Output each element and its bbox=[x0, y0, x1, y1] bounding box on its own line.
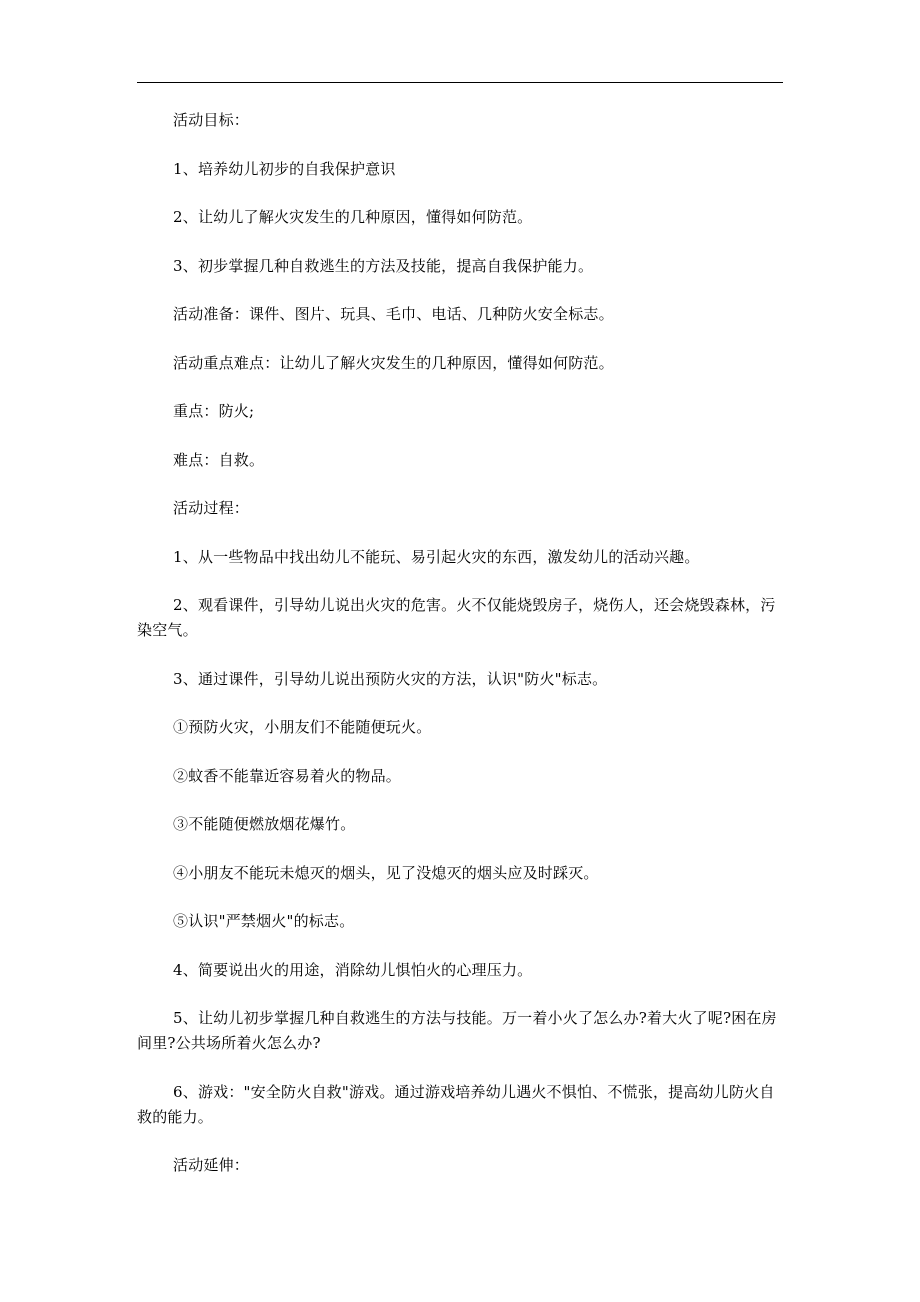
sub-item-2: ②蚊香不能靠近容易着火的物品。 bbox=[173, 766, 402, 785]
sub-item-1: ①预防火灾，小朋友们不能随便玩火。 bbox=[173, 718, 432, 736]
process-step-2: 2、观看课件，引导幼儿说出火灾的危害。火不仅能烧毁房子，烧伤人，还会烧毁森林，污染空气。 bbox=[137, 596, 776, 639]
heading-activity-extension: 活动延伸： bbox=[173, 1156, 250, 1174]
activity-key-points: 活动重点难点：让幼儿了解火灾发生的几种原因，懂得如何防范。 bbox=[173, 353, 614, 372]
process-step-3: 3、通过课件，引导幼儿说出预防火灾的方法，认识"防火"标志。 bbox=[173, 669, 608, 688]
sub-item-4: ④小朋友不能玩未熄灭的烟头，见了没熄灭的烟头应及时踩灭。 bbox=[173, 863, 599, 882]
sub-item-5: ⑤认识"严禁烟火"的标志。 bbox=[173, 912, 355, 930]
process-step-6: 6、游戏："安全防火自救"游戏。通过游戏培养幼儿遇火不惧怕、不慌张，提高幼儿防火自救的能力。 bbox=[137, 1082, 775, 1126]
sub-item-3: ③不能随便燃放烟花爆竹。 bbox=[173, 815, 356, 833]
goal-item-2: 2、让幼儿了解火灾发生的几种原因，懂得如何防范。 bbox=[173, 208, 533, 226]
process-step-1: 1、从一些物品中找出幼儿不能玩、易引起火灾的东西，激发幼儿的活动兴趣。 bbox=[173, 547, 700, 566]
heading-activity-goals: 活动目标： bbox=[173, 111, 250, 129]
header-rule bbox=[137, 82, 783, 83]
process-step-5: 5、让幼儿初步掌握几种自救逃生的方法与技能。万一着小火了怎么办?着大火了呢?困在房间里?公共场所着火怎么办? bbox=[137, 1009, 777, 1052]
process-step-4: 4、简要说出火的用途，消除幼儿惧怕火的心理压力。 bbox=[173, 960, 533, 979]
activity-preparation: 活动准备：课件、图片、玩具、毛巾、电话、几种防火安全标志。 bbox=[173, 305, 614, 323]
key-point: 重点：防火; bbox=[173, 402, 255, 420]
goal-item-3: 3、初步掌握几种自救逃生的方法及技能，提高自我保护能力。 bbox=[173, 256, 594, 275]
heading-activity-process: 活动过程： bbox=[173, 499, 250, 517]
document-body bbox=[137, 108, 783, 1202]
goal-item-1: 1、培养幼儿初步的自我保护意识 bbox=[173, 159, 396, 178]
difficult-point: 难点：自救。 bbox=[173, 450, 265, 469]
